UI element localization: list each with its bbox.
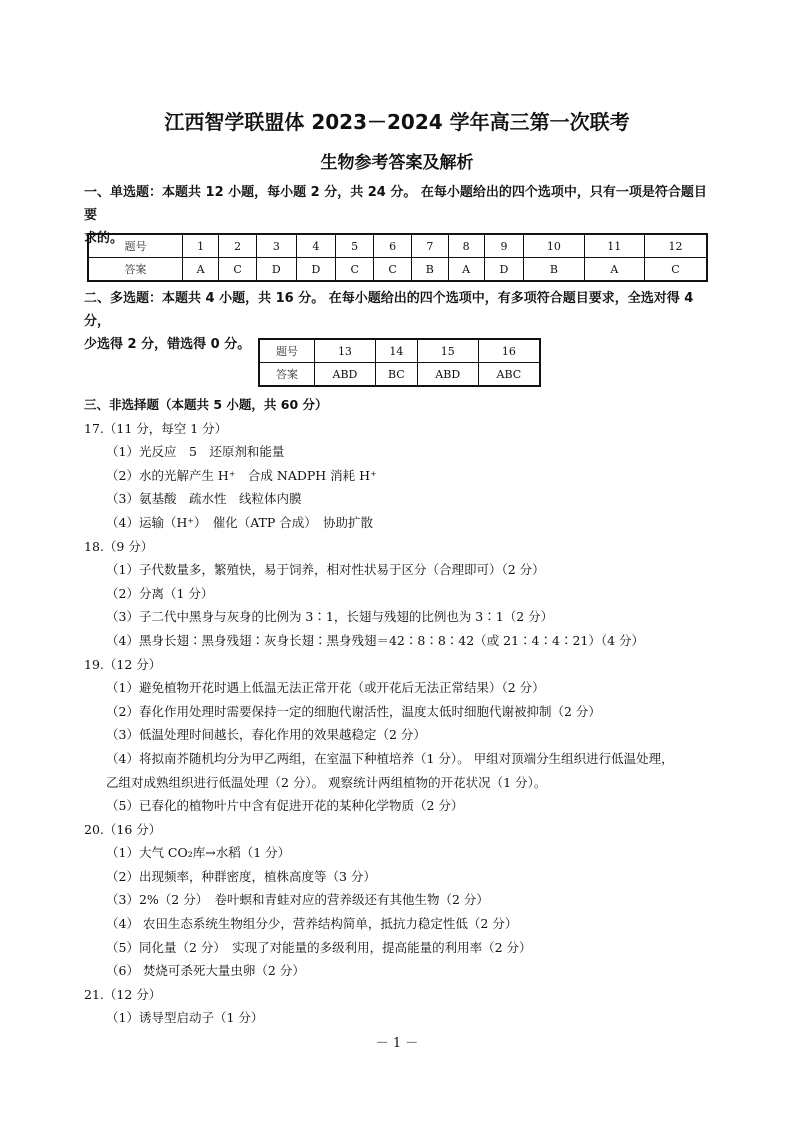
section2-heading-line: 少选得 2 分，错选得 0 分。 xyxy=(84,337,251,352)
question-number-cell: 4 xyxy=(296,234,336,258)
question-number-cell: 3 xyxy=(257,234,297,258)
answer-cell: A xyxy=(448,258,484,282)
answer-cell: C xyxy=(374,258,412,282)
answer-cell: D xyxy=(296,258,336,282)
answer-cell: D xyxy=(257,258,297,282)
table-row-questions xyxy=(88,234,707,258)
answer-line: （4）将拟南芥随机均分为甲乙两组，在室温下种植培养（1 分）。 甲组对顶端分生组织进行低温处理， xyxy=(106,750,674,766)
answer-line: （3）低温处理时间越长，春化作用的效果越稳定（2 分） xyxy=(106,727,426,743)
question-number-cell: 2 xyxy=(219,234,257,258)
question-number-cell: 16 xyxy=(478,339,540,363)
table-row-answers xyxy=(88,258,707,282)
answer-line: （5）已春化的植物叶片中含有促进开花的某种化学物质（2 分） xyxy=(106,798,464,814)
single-choice-answer-table xyxy=(87,233,708,282)
answer-line: （3）2%（2 分） 卷叶螟和青蛙对应的营养级还有其他生物（2 分） xyxy=(106,892,489,908)
question-header: 19.（12 分） xyxy=(84,656,162,672)
question-number-cell: 1 xyxy=(183,234,219,258)
answer-cell: B xyxy=(412,258,449,282)
answer-cell: ABD xyxy=(417,363,478,387)
question-header: 21.（12 分） xyxy=(84,986,162,1002)
answer-line: 乙组对成熟组织进行低温处理（2 分）。 观察统计两组植物的开花状况（1 分）。 xyxy=(106,774,547,790)
answer-cell: C xyxy=(644,258,707,282)
row-label: 题号 xyxy=(259,339,314,363)
document-subtitle: 生物参考答案及解析 xyxy=(320,153,474,173)
answer-line: （2）分离（1 分） xyxy=(106,585,214,601)
question-header: 17.（11 分，每空 1 分） xyxy=(84,420,228,436)
question-number-cell: 8 xyxy=(448,234,484,258)
table-row-questions xyxy=(259,339,540,363)
multiple-choice-answer-table xyxy=(258,338,541,387)
answer-line: （1）子代数量多，繁殖快，易于饲养，相对性状易于区分（合理即可）（2 分） xyxy=(106,562,545,578)
answer-line: （3）氨基酸 疏水性 线粒体内膜 xyxy=(106,491,302,507)
question-header: 18.（9 分） xyxy=(84,538,154,554)
document-title: 江西智学联盟体 2023－2024 学年高三第一次联考 xyxy=(164,110,630,134)
answer-line: （4） 农田生态系统生物组分少，营养结构简单，抵抗力稳定性低（2 分） xyxy=(106,916,518,932)
answer-cell: C xyxy=(336,258,374,282)
question-number-cell: 12 xyxy=(644,234,707,258)
row-label: 答案 xyxy=(259,363,314,387)
question-number-cell: 15 xyxy=(417,339,478,363)
answer-cell: B xyxy=(524,258,584,282)
row-label: 答案 xyxy=(88,258,183,282)
page-number: － 1 － xyxy=(375,1036,419,1051)
answer-line: （2）水的光解产生 H⁺ 合成 NADPH 消耗 H⁺ xyxy=(106,467,377,483)
answer-line: （4）黑身长翅∶黑身残翅∶灰身长翅∶黑身残翅＝42∶8∶8∶42（或 21∶4∶4∶21）（4 分） xyxy=(106,632,645,648)
answer-cell: BC xyxy=(375,363,417,387)
answer-line: （4）运输（H⁺） 催化（ATP 合成） 协助扩散 xyxy=(106,514,374,530)
question-number-cell: 7 xyxy=(412,234,449,258)
answer-cell: ABD xyxy=(314,363,375,387)
answer-cell: ABC xyxy=(478,363,540,387)
answer-line: （2）出现频率，种群密度，植株高度等（3 分） xyxy=(106,868,376,884)
answer-line: （3）子二代中黑身与灰身的比例为 3∶1，长翅与残翅的比例也为 3∶1（2 分） xyxy=(106,609,554,625)
section2-heading-line: 二、多选题：本题共 4 小题，共 16 分。 在每小题给出的四个选项中，有多项符合题目要求，全选对得 4 分， xyxy=(84,291,694,329)
question-number-cell: 9 xyxy=(484,234,524,258)
question-number-cell: 6 xyxy=(374,234,412,258)
table-row-answers xyxy=(259,363,540,387)
answer-line: （2）春化作用处理时需要保持一定的细胞代谢活性，温度太低时细胞代谢被抑制（2 分） xyxy=(106,703,601,719)
question-header: 20.（16 分） xyxy=(84,821,162,837)
answer-cell: A xyxy=(183,258,219,282)
question-number-cell: 14 xyxy=(375,339,417,363)
answer-cell: A xyxy=(584,258,644,282)
answer-line: （5）同化量（2 分） 实现了对能量的多级利用，提高能量的利用率（2 分） xyxy=(106,939,532,955)
question-number-cell: 5 xyxy=(336,234,374,258)
answer-cell: C xyxy=(219,258,257,282)
section1-heading-line: 一、单选题：本题共 12 小题，每小题 2 分，共 24 分。 在每小题给出的四个选项中，只有一项是符合题目要 xyxy=(84,185,707,223)
answer-line: （1）大气 CO₂库→水稻（1 分） xyxy=(106,845,291,861)
question-number-cell: 13 xyxy=(314,339,375,363)
answer-line: （1）避免植物开花时遇上低温无法正常开花（或开花后无法正常结果）（2 分） xyxy=(106,680,545,696)
section3-heading: 三、非选择题（本题共 5 小题，共 60 分） xyxy=(84,397,328,412)
answer-line: （6） 焚烧可杀死大量虫卵（2 分） xyxy=(106,963,305,979)
question-number-cell: 10 xyxy=(524,234,584,258)
section1-heading-line: 求的。 xyxy=(84,231,124,246)
row-label: 题号 xyxy=(88,234,183,258)
answer-line: （1）诱导型启动子（1 分） xyxy=(106,1010,264,1026)
answer-cell: D xyxy=(484,258,524,282)
answer-line: （1）光反应 5 还原剂和能量 xyxy=(106,444,285,460)
question-number-cell: 11 xyxy=(584,234,644,258)
section3-answers xyxy=(84,393,724,1030)
